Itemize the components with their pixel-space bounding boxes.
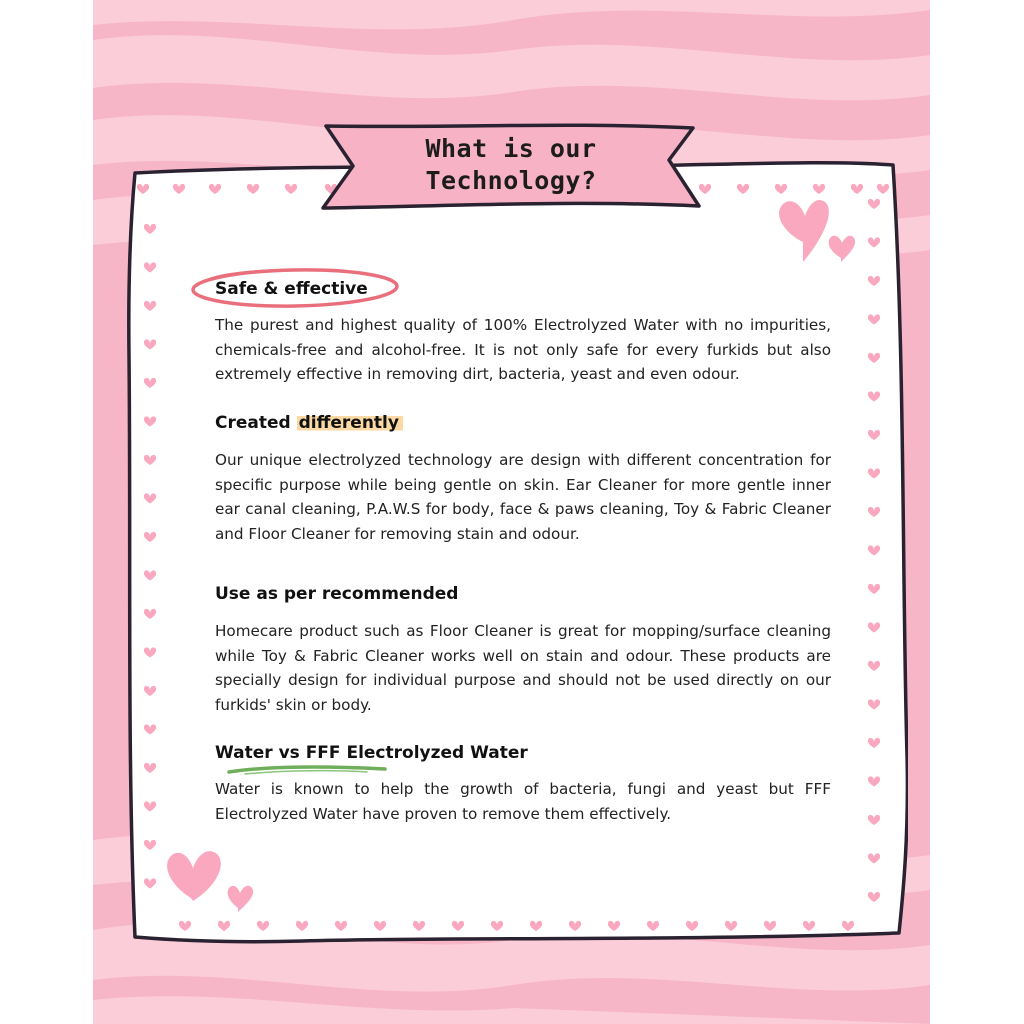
heart-icon bbox=[144, 686, 156, 696]
heart-icon bbox=[209, 184, 221, 194]
heart-icon bbox=[413, 921, 425, 931]
section-use-as-recommended bbox=[215, 583, 831, 717]
heart-icon bbox=[868, 776, 880, 786]
big-heart-icon bbox=[228, 886, 254, 912]
heart-icon bbox=[144, 801, 156, 811]
heart-icon bbox=[868, 661, 880, 671]
heart-icon bbox=[868, 738, 880, 748]
heart-icon bbox=[285, 184, 297, 194]
heart-icon bbox=[144, 493, 156, 503]
section-safe-effective bbox=[215, 278, 831, 387]
heart-icon bbox=[144, 339, 156, 349]
section-heading: Use as per recommended bbox=[215, 584, 459, 604]
page-title bbox=[371, 133, 651, 197]
heart-icon bbox=[868, 199, 880, 209]
heart-icon bbox=[452, 921, 464, 931]
section-body: Our unique electrolyzed technology are design with different concentration for specific purpose while being gentle on skin. Ear Cleaner for more gentle inner ear canal cleaning, P.A.W.S for body, face & paws cleaning, Toy & Fabric Cleaner and Floor Cleaner for removing stain and odour. bbox=[215, 451, 831, 543]
heart-icon bbox=[218, 921, 230, 931]
heart-icon bbox=[144, 262, 156, 272]
heart-icon bbox=[868, 815, 880, 825]
heart-icon bbox=[144, 724, 156, 734]
heart-icon bbox=[374, 921, 386, 931]
heart-icon bbox=[144, 840, 156, 850]
heart-icon bbox=[144, 570, 156, 580]
heart-icon bbox=[868, 430, 880, 440]
heart-icon bbox=[173, 184, 185, 194]
heading-prefix: Created bbox=[215, 413, 291, 433]
heart-icon bbox=[144, 647, 156, 657]
heart-icon bbox=[144, 224, 156, 234]
heart-icon bbox=[868, 584, 880, 594]
big-heart-icon bbox=[829, 236, 856, 262]
heart-icon bbox=[737, 184, 749, 194]
heart-icon bbox=[144, 378, 156, 388]
big-heart-icon bbox=[779, 200, 829, 262]
title-line-1: What is our bbox=[425, 134, 597, 163]
heart-icon bbox=[247, 184, 259, 194]
heart-icon bbox=[868, 391, 880, 401]
section-heading: Safe & effective bbox=[215, 279, 368, 299]
heart-icon bbox=[868, 353, 880, 363]
heart-icon bbox=[868, 314, 880, 324]
heart-icon bbox=[868, 699, 880, 709]
title-line-2: Technology? bbox=[425, 166, 597, 195]
heart-icon bbox=[813, 184, 825, 194]
heart-icon bbox=[868, 622, 880, 632]
section-body: Water is known to help the growth of bacteria, fungi and yeast but FFF Electrolyzed Water have proven to remove them effectively. bbox=[215, 780, 831, 823]
heart-icon bbox=[179, 921, 191, 931]
big-heart-icon bbox=[167, 851, 221, 901]
heart-icon bbox=[851, 184, 863, 194]
heart-icon bbox=[868, 237, 880, 247]
heart-icon bbox=[868, 892, 880, 902]
heart-icon bbox=[877, 184, 889, 194]
heart-icon bbox=[296, 921, 308, 931]
heart-icon bbox=[137, 184, 149, 194]
heart-icon bbox=[868, 468, 880, 478]
section-heading: Water vs FFF Electrolyzed Water bbox=[215, 743, 528, 763]
heart-icon bbox=[144, 301, 156, 311]
heart-icon bbox=[530, 921, 542, 931]
heart-icon bbox=[608, 921, 620, 931]
heart-icon bbox=[491, 921, 503, 931]
heart-icon bbox=[144, 763, 156, 773]
heart-icon bbox=[144, 455, 156, 465]
heart-icon bbox=[569, 921, 581, 931]
section-created-differently bbox=[215, 412, 831, 546]
heart-icon bbox=[144, 532, 156, 542]
heart-icon bbox=[775, 184, 787, 194]
heart-icon bbox=[868, 853, 880, 863]
heart-icon bbox=[842, 921, 854, 931]
heart-icon bbox=[868, 545, 880, 555]
heart-icon bbox=[144, 609, 156, 619]
heart-icon bbox=[335, 921, 347, 931]
section-body: Homecare product such as Floor Cleaner is great for mopping/surface cleaning while Toy & Fabric Cleaner works well on stain and odour. These products are specially design for individual purpose and should not be used directly on our furkids' skin or body. bbox=[215, 622, 831, 714]
heart-icon bbox=[257, 921, 269, 931]
heart-icon bbox=[144, 878, 156, 888]
section-water-vs-fff bbox=[215, 742, 831, 826]
section-body: The purest and highest quality of 100% Electrolyzed Water with no impurities, chemicals-free and alcohol-free. It is not only safe for every furkids but also extremely effective in removing dirt, bacteria, yeast and even odour. bbox=[215, 316, 831, 383]
heart-icon bbox=[868, 276, 880, 286]
heart-icon bbox=[764, 921, 776, 931]
heart-icon bbox=[144, 416, 156, 426]
heart-icon bbox=[686, 921, 698, 931]
heart-icon bbox=[647, 921, 659, 931]
heading-highlight: differently bbox=[297, 413, 403, 433]
heart-icon bbox=[803, 921, 815, 931]
heart-icon bbox=[868, 507, 880, 517]
poster bbox=[93, 0, 930, 1024]
section-heading bbox=[215, 412, 831, 434]
heart-icon bbox=[725, 921, 737, 931]
